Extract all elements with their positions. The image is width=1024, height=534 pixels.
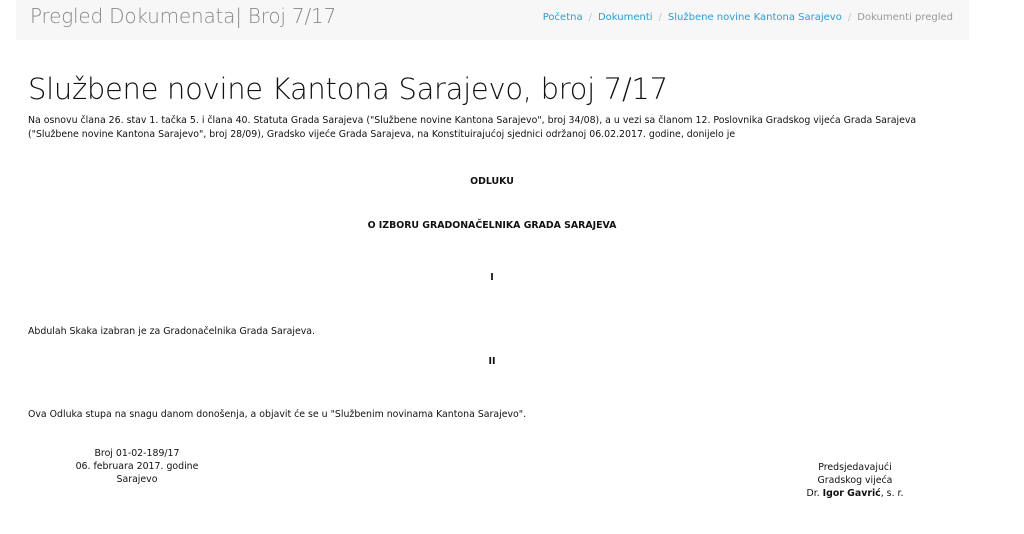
breadcrumb-link-documents[interactable]: Dokumenti [597,12,653,23]
breadcrumb-separator: / [847,12,852,23]
breadcrumb [543,12,953,23]
page-header [16,0,969,40]
signature-right-block [790,461,920,500]
signatory-line [790,487,920,500]
signatory-name: Igor Gavrić [822,488,881,499]
breadcrumb-current: Dokumenti pregled [857,12,953,23]
document-title: Službene novine Kantona Sarajevo, broj 7/17 [28,72,668,106]
section-2-text: Ova Odluka stupa na snagu danom donošenja, a objavit će se u "Službenim novinama Kantona Sarajevo". [28,409,527,420]
document-number: Broj 01-02-189/17 [94,448,180,459]
decision-heading: ODLUKU [470,176,514,187]
signatory-suffix: , s. r. [880,488,904,499]
signatory-prefix: Dr. [806,488,823,499]
section-number-1: I [490,272,494,283]
decision-subheading: O IZBORU GRADONAČELNIKA GRADA SARAJEVA [367,220,617,231]
signatory-role: Predsjedavajući [818,462,892,473]
document-intro: Na osnovu člana 26. stav 1. tačka 5. i člana 40. Statuta Grada Sarajeva ("Službene novine Kantona Sarajevo", broj 34/08), a u vezi sa članom 12. Poslovnika Gradskog vijeća Grada Sarajeva ("Službene novine Kantona Sarajevo", broj 28/09), Gradsko vijeće Grada Sarajeva, na Konstituirajućoj sjednici održanoj 06.02.2017. godine, donijelo je [28,115,917,140]
section-number-2: II [488,356,496,367]
section-1-text: Abdulah Skaka izabran je za Gradonačelnika Grada Sarajeva. [28,326,315,337]
breadcrumb-separator: / [588,12,592,23]
document-place: Sarajevo [116,474,158,485]
breadcrumb-link-official-gazette[interactable]: Službene novine Kantona Sarajevo [667,12,842,23]
signatory-body: Gradskog vijeća [817,475,893,486]
page-title: Pregled Dokumenata| Broj 7/17 [30,4,337,28]
breadcrumb-separator: / [658,12,662,23]
breadcrumb-link-home[interactable]: Početna [542,12,583,23]
signature-left-block [62,447,212,486]
document-date: 06. februara 2017. godine [75,461,199,472]
